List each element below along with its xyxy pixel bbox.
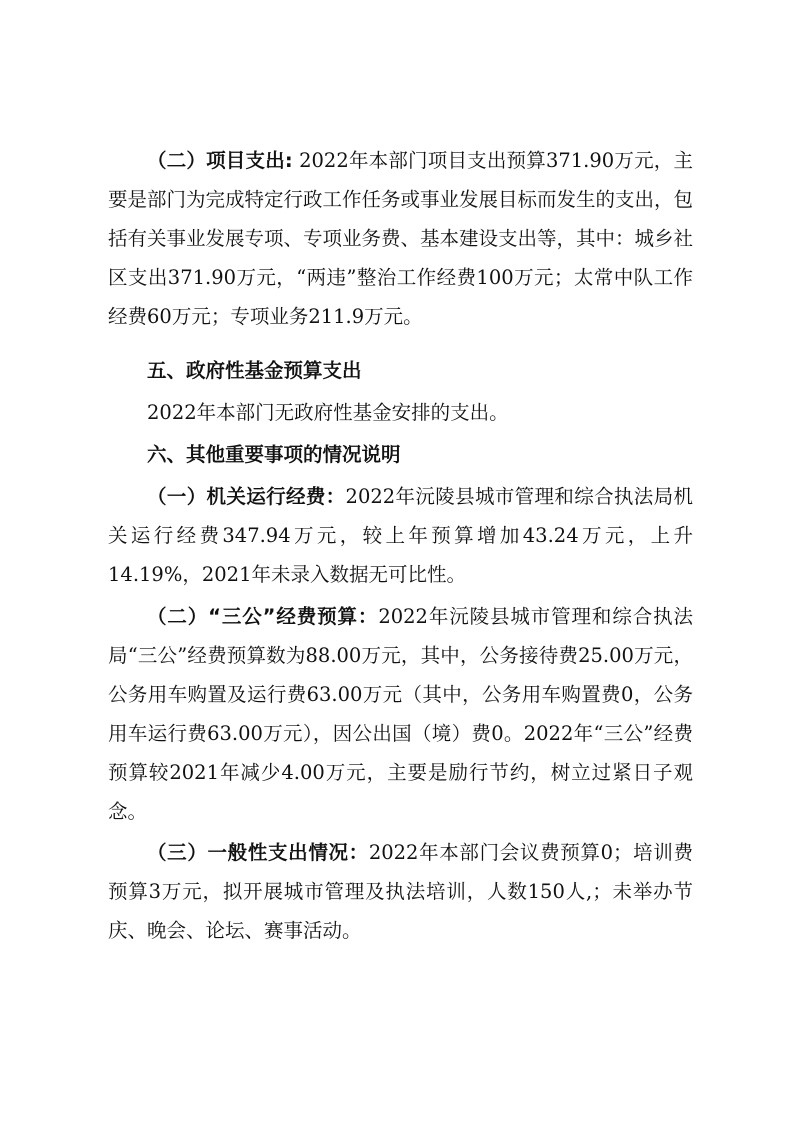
- gov-fund-heading-block: [108, 351, 693, 390]
- operating-costs-section: [108, 477, 693, 594]
- three-public-section: [108, 597, 693, 831]
- operating-costs-lead: （一）机关运行经费：: [147, 485, 346, 508]
- gov-fund-body-block: [108, 393, 693, 432]
- other-matters-heading: 六、其他重要事项的情况说明: [147, 443, 401, 466]
- general-expenditure-body: 2022年本部门会议费预算0；培训费预算3万元，拟开展城市管理及执法培训，人数150人,；未举办节庆、晚会、论坛、赛事活动。: [108, 841, 693, 942]
- project-expenditure-section: [108, 141, 693, 336]
- project-expenditure-paragraph: [108, 141, 693, 336]
- three-public-lead: （二）“三公”经费预算：: [147, 605, 379, 628]
- project-expenditure-body: 2022年本部门项目支出预算371.90万元，主要是部门为完成特定行政工作任务或事业发展目标而发生的支出，包括有关事业发展专项、专项业务费、基本建设支出等，其中：城乡社区支出371.90万元，“两违”整治工作经费100万元；太常中队工作经费60万元；专项业务211.9万元。: [108, 149, 694, 328]
- general-expenditure-paragraph: [108, 833, 693, 950]
- project-expenditure-lead: （二）项目支出:: [147, 149, 293, 172]
- three-public-paragraph: [108, 597, 693, 831]
- other-matters-heading-block: [108, 435, 693, 474]
- general-expenditure-section: [108, 833, 693, 950]
- operating-costs-body: 2022年沅陵县城市管理和综合执法局机关运行经费347.94万元，较上年预算增加43.24万元，上升14.19%，2021年未录入数据无可比性。: [108, 485, 693, 586]
- gov-fund-heading: 五、政府性基金预算支出: [147, 359, 362, 382]
- operating-costs-paragraph: [108, 477, 693, 594]
- gov-fund-body: 2022年本部门无政府性基金安排的支出。: [147, 401, 509, 424]
- three-public-body: 2022年沅陵县城市管理和综合执法局“三公”经费预算数为88.00万元，其中，公务接待费25.00万元，公务用车购置及运行费63.00万元（其中，公务用车购置费0，公务用车运行费63.00万元），因公出国（境）费0。2022年“三公”经费预算较2021年减少4.00万元，主要是励行节约，树立过紧日子观念。: [108, 605, 693, 823]
- general-expenditure-lead: （三）一般性支出情况：: [147, 841, 369, 864]
